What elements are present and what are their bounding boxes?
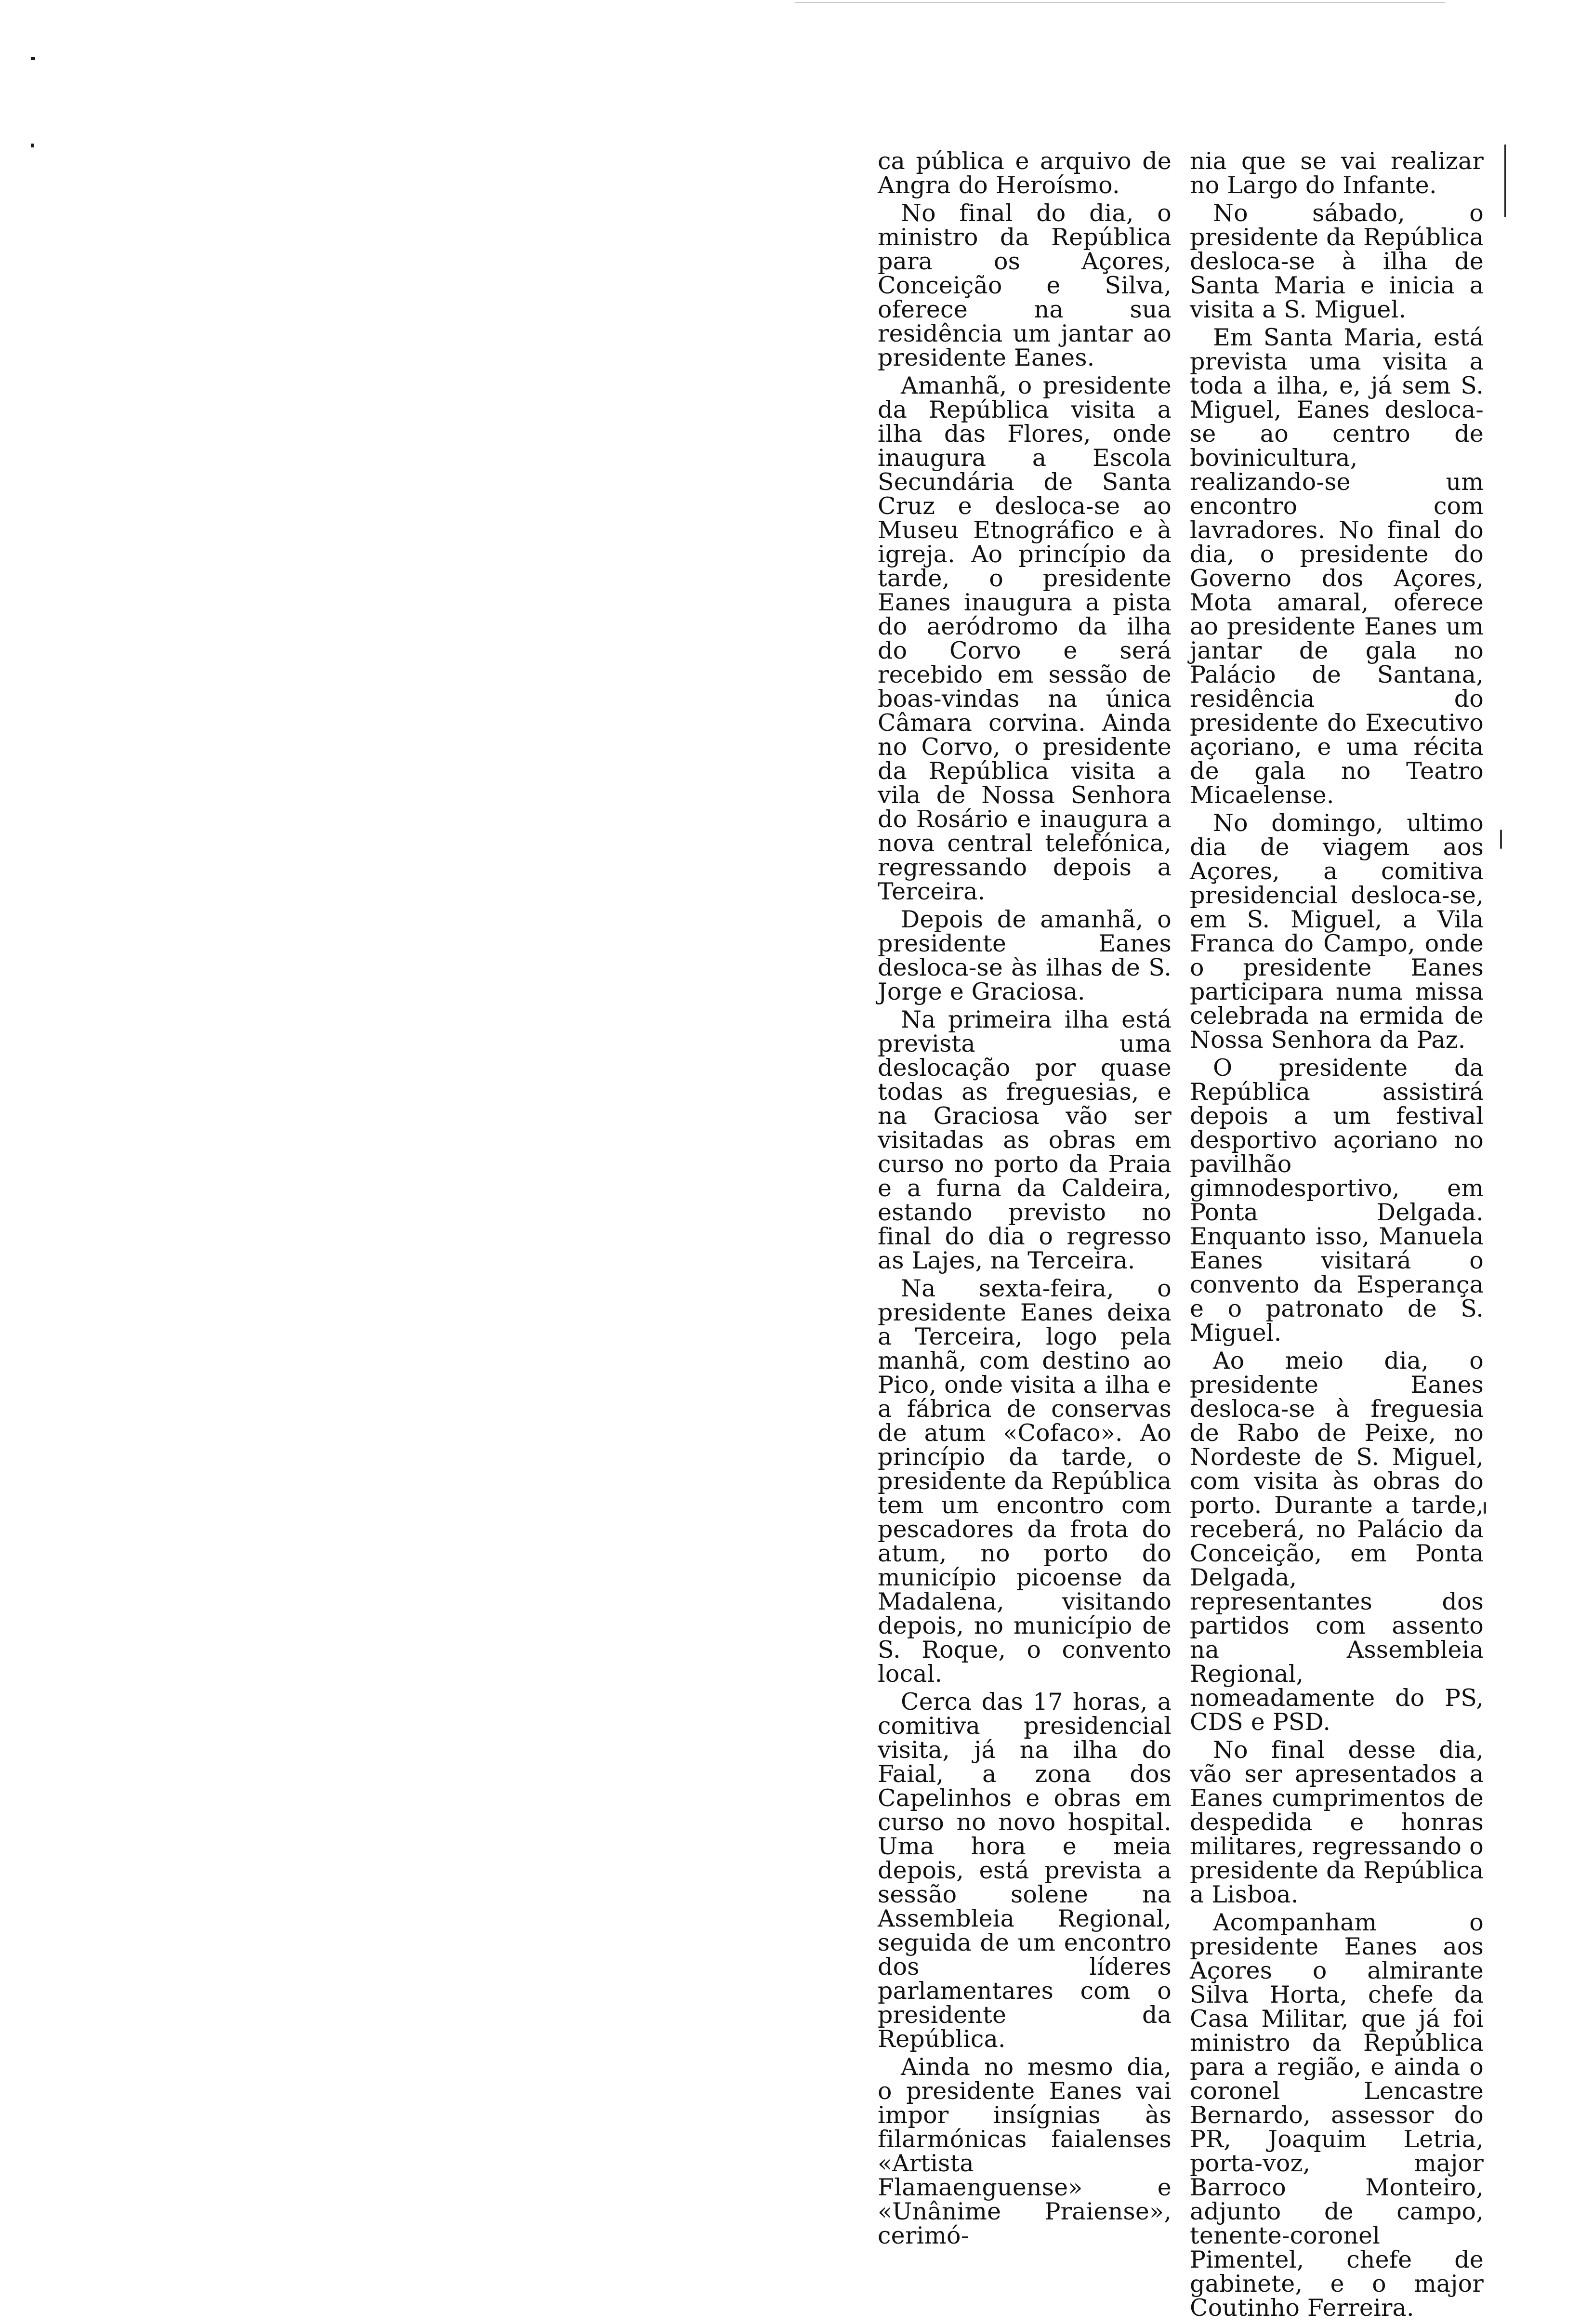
article-paragraph: Amanhã, o presidente da República visita a ilha das Flores, onde inaugura a Escola Secundária de Santa Cruz e desloca-se ao Museu Etnográfico e à igreja. Ao princípio da tarde, o presidente Eanes inaugura a pista do aeródromo da ilha do Corvo e será recebido em sessão de boas-vindas na única Câmara corvina. Ainda no Corvo, o presidente da República visita a vila de Nossa Senhora do Rosário e inaugura a nova central telefónica, regressando depois a Terceira. [878, 372, 1172, 905]
column-edge-line [1504, 145, 1506, 217]
scan-margin-mark [31, 57, 35, 60]
article-paragraph: No final desse dia, vão ser apresentados a Eanes cumprimentos de despedida e honras militares, regressando o presidente da República a Lisboa. [1190, 1736, 1484, 1908]
scan-top-edge [795, 2, 1445, 3]
article-paragraph: Acompanham o presidente Eanes aos Açores o almirante Silva Horta, chefe da Casa Militar, que já foi ministro da República para a região, e ainda o coronel Lencastre Bernardo, assessor do PR, Joaquim Letria, porta-voz, major Barroco Monteiro, adjunto de campo, tenente-coronel Pimentel, chefe de gabinete, e o major Coutinho Ferreira. [1190, 1909, 1484, 2322]
article-paragraph: Ainda no mesmo dia, o presidente Eanes vai impor insígnias às filarmónicas faialenses «Artista Flamaenguense» e «Unânime Praiense», cerimó- [878, 2053, 1172, 2249]
article-paragraph: Cerca das 17 horas, a comitiva presidencial visita, já na ilha do Faial, a zona dos Capelinhos e obras em curso no novo hospital. Uma hora e meia depois, está prevista a sessão solene na Assembleia Regional, seguida de um encontro dos líderes parlamentares com o presidente da República. [878, 1688, 1172, 2053]
article-paragraph: No sábado, o presidente da República desloca-se à ilha de Santa Maria e inicia a visita a S. Miguel. [1190, 199, 1484, 323]
scan-speck [1484, 1502, 1486, 1514]
scan-margin-mark [31, 144, 34, 147]
article-paragraph: Ao meio dia, o presidente Eanes desloca-se à freguesia de Rabo de Peixe, no Nordeste de S. Miguel, com visita às obras do porto. Durante a tarde, receberá, no Palácio da Conceição, em Ponta Delgada, representantes dos partidos com assento na Assembleia Regional, nomeadamente do PS, CDS e PSD. [1190, 1347, 1484, 1736]
article-paragraph: No domingo, ultimo dia de viagem aos Açores, a comitiva presidencial desloca-se, em S. Miguel, a Vila Franca do Campo, onde o presidente Eanes participara numa missa celebrada na ermida de Nossa Senhora da Paz. [1190, 809, 1484, 1054]
article-paragraph: O presidente da República assistirá depois a um festival desportivo açoriano no pavilhão gimnodesportivo, em Ponta Delgada. Enquanto isso, Manuela Eanes visitará o convento da Esperança e o patronato de S. Miguel. [1190, 1054, 1484, 1347]
article-column-1 [878, 149, 1172, 2252]
article-paragraph: No final do dia, o ministro da República para os Açores, Conceição e Silva, oferece na sua residência um jantar ao presidente Eanes. [878, 199, 1172, 371]
article-column-2 [1190, 149, 1484, 2324]
article-paragraph: Na primeira ilha está prevista uma deslocação por quase todas as freguesias, e na Graciosa vão ser visitadas as obras em curso no porto da Praia e a furna da Caldeira, estando previsto no final do dia o regresso as Lajes, na Terceira. [878, 1006, 1172, 1274]
scan-speck [1500, 830, 1502, 849]
article-paragraph: ca pública e arquivo de Angra do Heroísmo. [878, 147, 1172, 199]
article-paragraph: Na sexta-feira, o presidente Eanes deixa a Terceira, logo pela manhã, com destino ao Pico, onde visita a ilha e a fábrica de conservas de atum «Cofaco». Ao princípio da tarde, o presidente da República tem um encontro com pescadores da frota do atum, no porto do município picoense da Madalena, visitando depois, no município de S. Roque, o convento local. [878, 1275, 1172, 1688]
article-paragraph: nia que se vai realizar no Largo do Infante. [1190, 147, 1484, 199]
article-paragraph: Depois de amanhã, o presidente Eanes desloca-se às ilhas de S. Jorge e Graciosa. [878, 906, 1172, 1005]
article-paragraph: Em Santa Maria, está prevista uma visita a toda a ilha, e, já sem S. Miguel, Eanes desloca-se ao centro de bovinicultura, realizando-se um encontro com lavradores. No final do dia, o presidente do Governo dos Açores, Mota amaral, oferece ao presidente Eanes um jantar de gala no Palácio de Santana, residência do presidente do Executivo açoriano, e uma récita de gala no Teatro Micaelense. [1190, 324, 1484, 809]
